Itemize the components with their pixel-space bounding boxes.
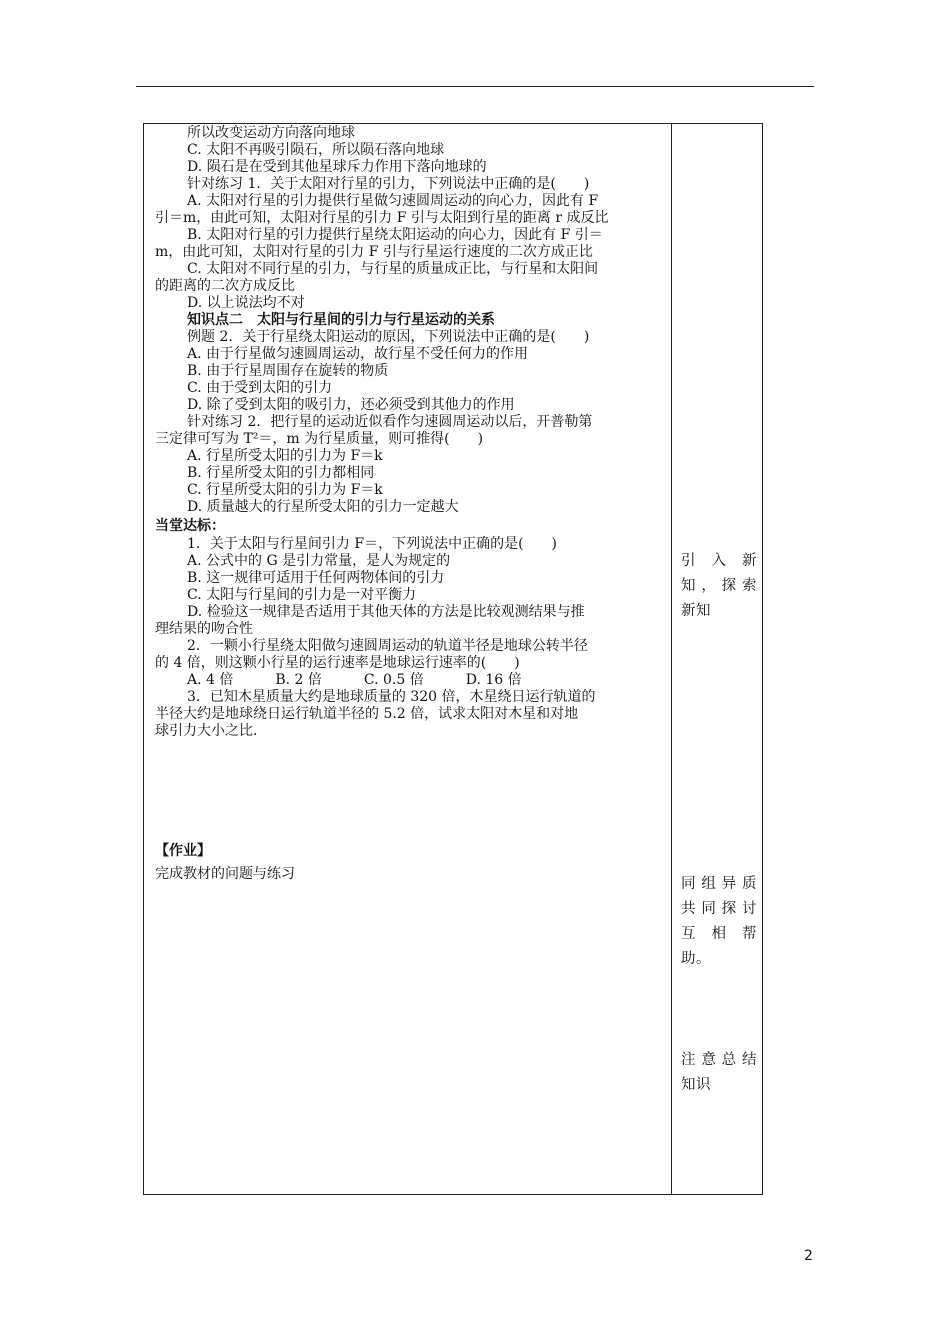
side-note-line: 引 入 新 (681, 553, 757, 569)
option-line: C. 太阳与行星间的引力是一对平衡力 (187, 587, 417, 603)
question-line: 1．关于太阳与行星间引力 F＝，下列说法中正确的是( ) (187, 536, 557, 552)
header-rule (136, 86, 814, 87)
text-line: 的距离的二次方成反比 (155, 278, 295, 294)
homework-heading: 【作业】 (155, 843, 211, 859)
option-line: A. 由于行星做匀速圆周运动，故行星不受任何力的作用 (187, 346, 529, 362)
option-line: A. 太阳对行星的引力提供行星做匀速圆周运动的向心力，因此有 F (187, 193, 599, 209)
question-line: 3．已知木星质量大约是地球质量的 320 倍，木星绕日运行轨道的 (187, 689, 596, 705)
text-line: 球引力大小之比． (155, 723, 267, 739)
option-line: C. 由于受到太阳的引力 (187, 380, 333, 396)
option-line: C. 行星所受太阳的引力为 F＝k (187, 482, 383, 498)
option-line: D. 以上说法均不对 (187, 295, 305, 311)
option-line: C. 太阳对不同行星的引力，与行星的质量成正比，与行星和太阳间 (187, 261, 599, 277)
section-heading: 知识点二 太阳与行星间的引力与行星运动的关系 (187, 312, 495, 328)
option-line: B. 由于行星周围存在旋转的物质 (187, 363, 389, 379)
example-line: 例题 2．关于行星绕太阳运动的原因，下列说法中正确的是( ) (187, 329, 590, 345)
text-line: 理结果的吻合性 (155, 621, 253, 637)
exercise-line: 针对练习 1．关于太阳对行星的引力，下列说法中正确的是( ) (187, 176, 590, 192)
option-line: D. 除了受到太阳的吸引力，还必须受到其他力的作用 (187, 397, 515, 413)
text-line: 所以改变运动方向落向地球 (187, 125, 355, 141)
option-line: C. 太阳不再吸引陨石，所以陨石落向地球 (187, 142, 445, 158)
page-number: 2 (804, 1248, 813, 1264)
text-line: 半径大约是地球绕日运行轨道半径的 5.2 倍，试求太阳对木星和对地 (155, 706, 579, 722)
text-line: 三定律可写为 T²＝，m 为行星质量，则可推得( ) (155, 431, 484, 447)
side-note-line: 助。 (681, 951, 711, 967)
homework-text: 完成教材的问题与练习 (155, 866, 295, 882)
side-note-line: 知识 (681, 1077, 711, 1093)
question-line: 2．一颗小行星绕太阳做匀速圆周运动的轨道半径是地球公转半径 (187, 638, 588, 654)
option-line: D. 检验这一规律是否适用于其他天体的方法是比较观测结果与推 (187, 604, 585, 620)
option-line: B. 这一规律可适用于任何两物体间的引力 (187, 570, 445, 586)
side-note-line: 共同探讨 (681, 901, 757, 917)
option-line: D. 陨石是在受到其他星球斥力作用下落向地球的 (187, 159, 487, 175)
section-heading: 当堂达标： (155, 518, 225, 534)
option-line: A. 行星所受太阳的引力为 F＝k (187, 448, 383, 464)
option-line: B. 行星所受太阳的引力都相同 (187, 465, 375, 481)
side-note-line: 新知 (681, 603, 711, 619)
exercise-line: 针对练习 2．把行星的运动近似看作匀速圆周运动以后，开普勒第 (187, 414, 593, 430)
option-line: A. 公式中的 G 是引力常量，是人为规定的 (187, 553, 451, 569)
side-note-line: 同组异质 (681, 876, 757, 892)
lesson-table (143, 123, 763, 1195)
column-divider (671, 124, 672, 1194)
side-note-line: 知，探索 (681, 578, 757, 594)
option-line: A. 4 倍 B. 2 倍 C. 0.5 倍 D. 16 倍 (187, 672, 522, 688)
text-line: m，由此可知，太阳对行星的引力 F 引与行星运行速度的二次方成正比 (155, 244, 593, 260)
text-line: 的 4 倍，则这颗小行星的运行速率是地球运行速率的( ) (155, 655, 520, 671)
side-note-line: 互 相 帮 (681, 926, 757, 942)
option-line: D. 质量越大的行星所受太阳的引力一定越大 (187, 499, 459, 515)
option-line: B. 太阳对行星的引力提供行星绕太阳运动的向心力，因此有 F 引＝ (187, 227, 603, 243)
side-note-line: 注意总结 (681, 1052, 757, 1068)
text-line: 引＝m，由此可知，太阳对行星的引力 F 引与太阳到行星的距离 r 成反比 (155, 210, 609, 226)
